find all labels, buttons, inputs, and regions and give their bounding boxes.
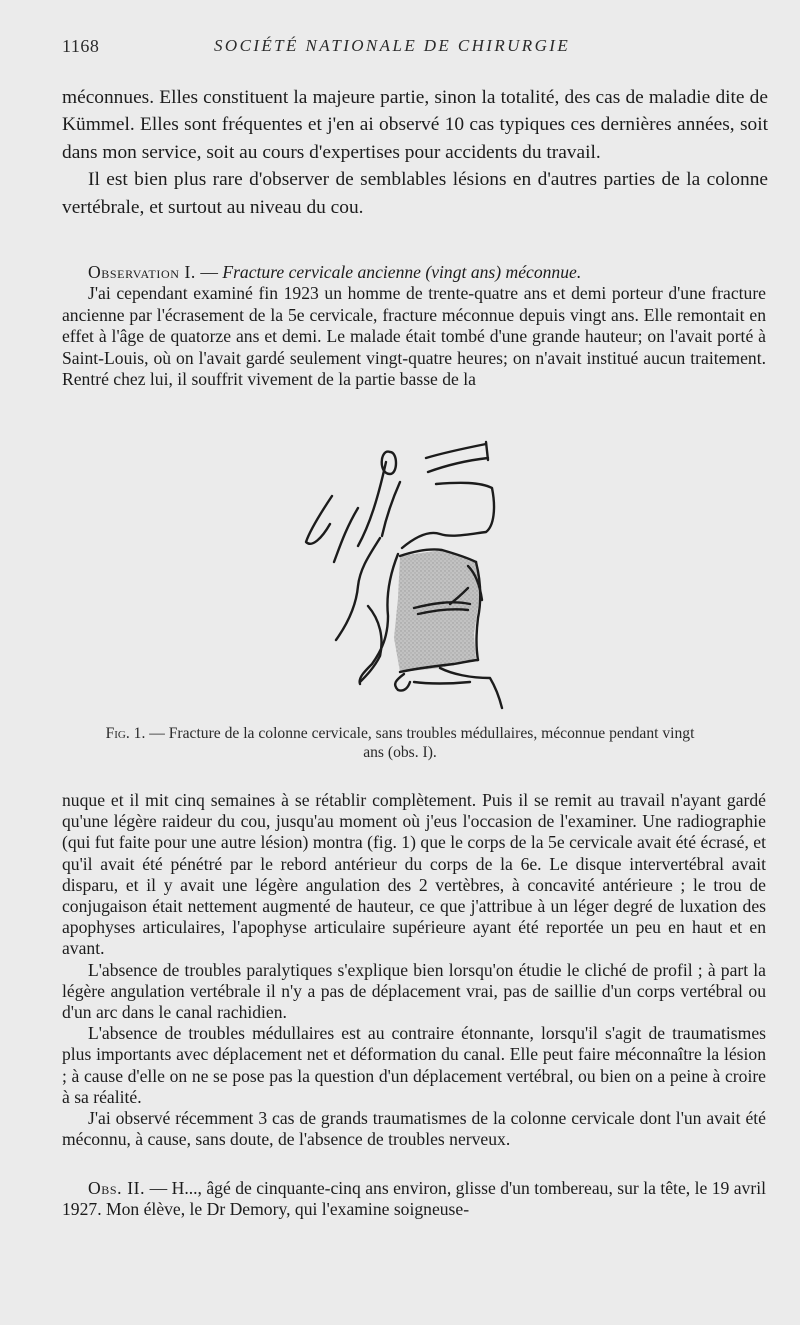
observation-1-heading — [62, 262, 766, 283]
observation-1-dash: — — [195, 262, 223, 282]
body-paragraph-1: nuque et il mit cinq semaines à se rétablir complètement. Puis il se remit au travail n'ayant gardé qu'une légère raideur du cou, jusqu'au moment où j'eus l'occasion de l'examiner. Une radiographie (qui fut faite pour une autre lésion) montra (fig. 1) que le corps de la 5e cervicale avait été écrasé, et qu'il avait été pénétré par le rebord antérieur du corps de la 6e. Le disque intervertébral avait disparu, et il y avait une légère angulation des 2 vertèbres, à concavité antérieure ; le trou de conjugaison était nettement augmenté de hauteur, ce que j'attribue à un léger degré de luxation des apophyses articulaires, l'apophyse articulaire supérieure ayant été reportée un peu en haut et en avant. — [62, 790, 766, 959]
observation-1-title: Fracture cervicale ancienne (vingt ans) méconnue. — [222, 262, 582, 282]
body-paragraph-4: J'ai observé récemment 3 cas de grands traumatismes de la colonne cervicale dont l'un avait été méconnu, à cause, sans doute, de l'absence de troubles nerveux. — [62, 1108, 766, 1150]
observation-2-text: — H..., âgé de cinquante-cinq ans environ, glisse d'un tombereau, sur la tête, le 19 avril 1927. Mon élève, le Dr Demory, qui l'examine soigneuse- — [62, 1178, 766, 1220]
body-text — [62, 790, 766, 1150]
figure-caption — [100, 724, 700, 762]
figure-label: Fig. 1. — [105, 725, 146, 742]
observation-2 — [62, 1178, 766, 1220]
observation-1-text: J'ai cependant examiné fin 1923 un homme de trente-quatre ans et demi porteur d'une fracture ancienne par l'écrasement de la 5e cervicale, fracture méconnue depuis vingt ans. Elle remontait en effet à l'âge de quatorze ans et demi. Le malade était tombé d'une grande hauteur; on l'avait porté à Saint-Louis, où on l'avait gardé seulement vingt-quatre heures; on n'avait institué aucun traitement. Rentré chez lui, il souffrit vivement de la partie basse de la — [62, 283, 766, 390]
observation-2-paragraph — [62, 1178, 766, 1220]
page-number: 1168 — [62, 36, 100, 56]
intro-paragraph-2: Il est bien plus rare d'observer de semblables lésions en d'autres parties de la colonne vertébrale, et surtout au niveau du cou. — [62, 169, 768, 218]
intro-paragraph-1: méconnues. Elles constituent la majeure partie, sinon la totalité, des cas de maladie dite de Kümmel. Elles sont fréquentes et j'en ai observé 10 cas typiques ces dernières années, soit dans mon service, soit au cours d'expertises pour accidents du travail. — [62, 87, 768, 163]
cervical-spine-illustration — [300, 438, 510, 710]
intro-text — [62, 84, 768, 221]
observation-1-label: Observation I. — [88, 262, 196, 282]
figure-1-spine-drawing — [300, 438, 510, 710]
figure-caption-text: — Fracture de la colonne cervicale, sans troubles médullaires, méconnue pendant vingt ans (obs. I). — [145, 725, 695, 761]
page-header — [62, 36, 722, 60]
running-head: SOCIÉTÉ NATIONALE DE CHIRURGIE — [214, 36, 571, 55]
body-paragraph-2: L'absence de troubles paralytiques s'explique bien lorsqu'on étudie le cliché de profil ; à part la légère angulation vertébrale il n'y a pas de déplacement vrai, pas de saillie d'un corps vertébral ou d'un arc dans le canal rachidien. — [62, 959, 766, 1023]
observation-1 — [62, 262, 766, 390]
body-paragraph-3: L'absence de troubles médullaires est au contraire étonnante, lorsqu'il s'agit de traumatismes plus importants avec déplacement net et déformation du canal. Elle peut faire méconnaître la lésion ; à cause d'elle on ne se pose pas la question d'un déplacement vertébral, ou bien on a peine à croire à sa réalité. — [62, 1023, 766, 1107]
observation-2-label: Obs. II. — [88, 1178, 146, 1198]
